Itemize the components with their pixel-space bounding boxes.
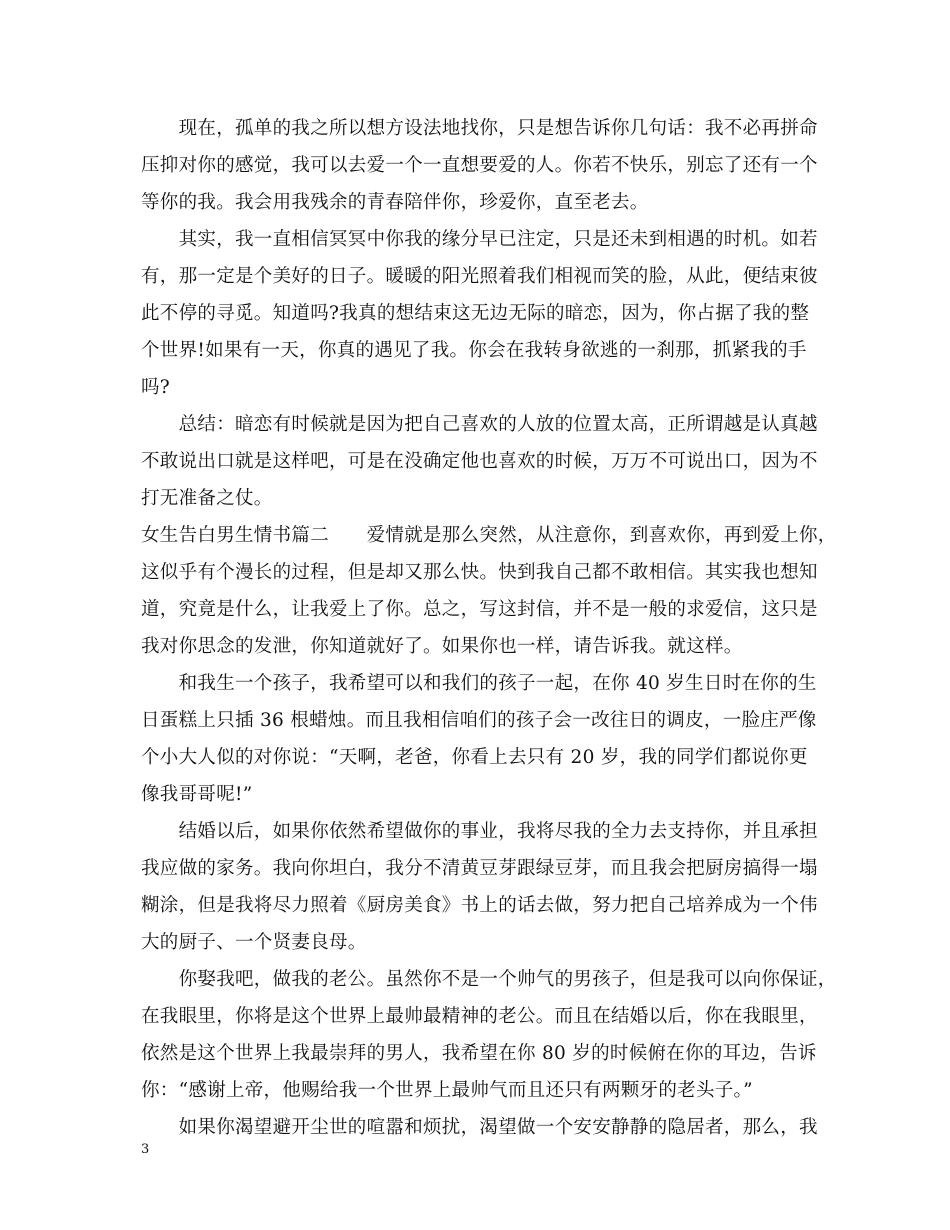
text-line: 压抑对你的感觉，我可以去爱一个一直想要爱的人。你若不快乐，别忘了还有一个 <box>141 155 818 176</box>
text-line: 现在，孤单的我之所以想方设法地找你，只是想告诉你几句话：我不必再拼命 <box>141 118 818 139</box>
text-line: 个小大人似的对你说：“天啊，老爸，你看上去只有 20 岁，我的同学们都说你更 <box>141 747 808 768</box>
text-line: 有，那一定是个美好的日子。暖暖的阳光照着我们相视而笑的脸，从此，便结束彼 <box>141 266 818 287</box>
text-line: 我对你思念的发泄，你知道就好了。如果你也一样，请告诉我。就这样。 <box>141 636 743 657</box>
text-line: 其实，我一直相信冥冥中你我的缘分早已注定，只是还未到相遇的时机。如若 <box>141 229 818 250</box>
text-line: 吗? <box>141 377 171 398</box>
text-line: 像我哥哥呢!” <box>141 784 253 805</box>
text-line: 我应做的家务。我向你坦白，我分不清黄豆芽跟绿豆芽，而且我会把厨房搞得一塌 <box>141 858 818 879</box>
text-line: 这似乎有个漫长的过程，但是却又那么快。快到我自己都不敢相信。其实我也想知 <box>141 562 818 583</box>
page-number: 3 <box>141 1142 150 1157</box>
text-line: 你：“感谢上帝，他赐给我一个世界上最帅气而且还只有两颗牙的老头子。” <box>141 1080 753 1101</box>
text-line: 不敢说出口就是这样吧，可是在没确定他也喜欢的时候，万万不可说出口，因为不 <box>141 451 818 472</box>
text-line: 道，究竟是什么，让我爱上了你。总之，写这封信，并不是一般的求爱信，这只是 <box>141 599 818 620</box>
text-line: 日蛋糕上只插 36 根蜡烛。而且我相信咱们的孩子会一改往日的调皮，一脸庄严像 <box>141 710 817 731</box>
text-line: 此不停的寻觅。知道吗?我真的想结束这无边无际的暗恋，因为，你占据了我的整 <box>141 303 810 324</box>
text-line: 和我生一个孩子，我希望可以和我们的孩子一起，在你 40 岁生日时在你的生 <box>141 673 817 694</box>
text-line: 糊涂，但是我将尽力照着《厨房美食》书上的话去做，努力把自己培养成为一个伟 <box>141 895 818 916</box>
text-line: 在我眼里，你将是这个世界上最帅最精神的老公。而且在结婚以后，你在我眼里， <box>141 1006 818 1027</box>
text-line: 大的厨子、一个贤妻良母。 <box>141 932 367 953</box>
section-heading-line: 女生告白男生情书篇二 爱情就是那么突然，从注意你，到喜欢你，再到爱上你， <box>141 525 837 546</box>
text-line: 等你的我。我会用我残余的青春陪伴你，珍爱你，直至老去。 <box>141 192 649 213</box>
text-line: 打无准备之仗。 <box>141 488 273 509</box>
text-line: 依然是这个世界上我最崇拜的男人，我希望在你 80 岁的时候俯在你的耳边，告诉 <box>141 1043 817 1064</box>
text-line: 总结：暗恋有时候就是因为把自己喜欢的人放的位置太高，正所谓越是认真越 <box>141 414 818 435</box>
text-line: 结婚以后，如果你依然希望做你的事业，我将尽我的全力去支持你，并且承担 <box>141 821 818 842</box>
text-line: 如果你渴望避开尘世的喧嚣和烦扰，渴望做一个安安静静的隐居者，那么，我 <box>141 1117 818 1138</box>
text-line: 个世界!如果有一天，你真的遇见了我。你会在我转身欲逃的一刹那，抓紧我的手 <box>141 340 807 361</box>
text-line: 你娶我吧，做我的老公。虽然你不是一个帅气的男孩子，但是我可以向你保证， <box>141 969 837 990</box>
